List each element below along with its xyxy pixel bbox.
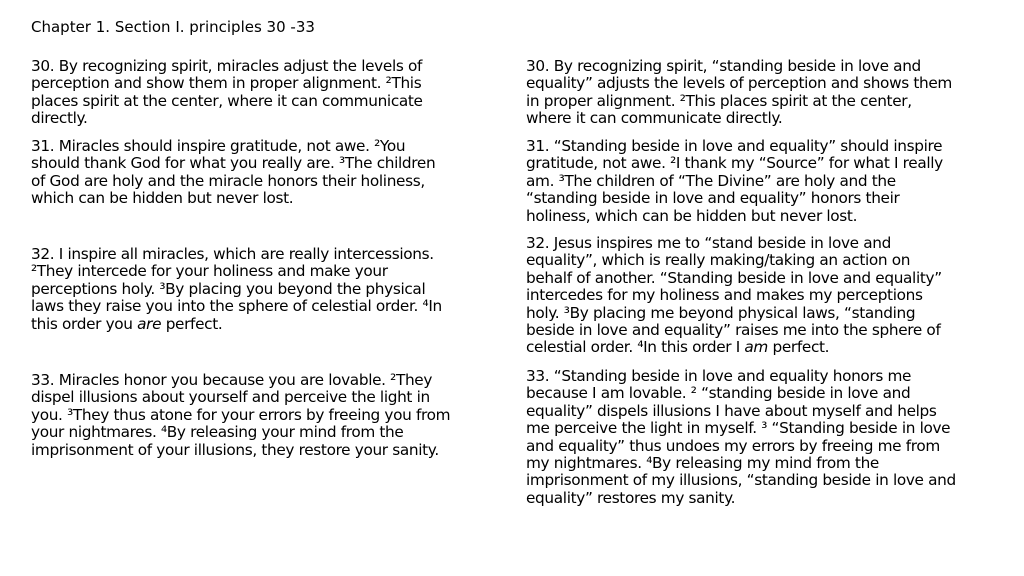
paragraph-32-original xyxy=(31,246,501,333)
text-line: directly. xyxy=(31,109,88,128)
text-line: 32. Jesus inspires me to “stand beside in love and xyxy=(526,234,891,252)
text-line: and equality” thus undoes my errors by freeing me from xyxy=(526,436,940,455)
text-line xyxy=(31,316,501,333)
text-line: equality” restores my sanity. xyxy=(526,488,736,507)
text-line: where it can communicate directly. xyxy=(526,109,783,128)
text-line: dispel illusions about yourself and perceive the light in xyxy=(31,388,430,407)
text-line: gratitude, not awe. ²I thank my “Source” for what I really xyxy=(526,154,943,173)
text-line: you. ³They thus atone for your errors by freeing you from xyxy=(31,405,451,424)
text-line: “standing beside in love and equality” honors their xyxy=(526,189,900,208)
text-line: 31. Miracles should inspire gratitude, not awe. ²You xyxy=(31,137,406,155)
text-line: perception and show them in proper alignment. ²This xyxy=(31,74,422,93)
text-line: which can be hidden but never lost. xyxy=(31,189,294,208)
text-line: holy. ³By placing me beyond physical laws, “standing xyxy=(526,303,916,322)
text-line: places spirit at the center, where it can communicate xyxy=(31,91,423,110)
text-segment: perfect. xyxy=(161,314,223,333)
text-line: behalf of another. “Standing beside in love and equality” xyxy=(526,268,942,287)
text-line: beside in love and equality” raises me into the sphere of xyxy=(526,321,941,340)
emphasis-text: are xyxy=(137,314,162,333)
paragraph-30-original xyxy=(31,58,501,128)
text-line: your nightmares. ⁴By releasing your mind from the xyxy=(31,423,404,442)
text-line: 33. “Standing beside in love and equality honors me xyxy=(526,367,912,385)
paragraph-33-original xyxy=(31,372,501,459)
text-line: 30. By recognizing spirit, “standing beside in love and xyxy=(526,57,921,75)
text-line: imprisonment of your illusions, they restore your sanity. xyxy=(31,440,439,459)
text-line: me perceive the light in myself. ³ “Standing beside in love xyxy=(526,419,951,438)
text-line: my nightmares. ⁴By releasing my mind from the xyxy=(526,454,879,473)
text-line: equality” adjusts the levels of perception and shows them xyxy=(526,74,952,93)
text-segment: this order you xyxy=(31,314,138,333)
text-line xyxy=(526,339,996,356)
text-line: 31. “Standing beside in love and equality” should inspire xyxy=(526,137,943,155)
text-line: intercedes for my holiness and makes my perceptions xyxy=(526,286,923,305)
text-line: imprisonment of my illusions, “standing beside in love and xyxy=(526,471,956,490)
text-line: in proper alignment. ²This places spirit at the center, xyxy=(526,91,912,110)
text-segment: celestial order. ⁴In this order I xyxy=(526,338,745,357)
paragraph-31-rewritten xyxy=(526,138,996,225)
text-segment: perfect. xyxy=(767,338,830,357)
text-line: ²They intercede for your holiness and make your xyxy=(31,262,388,281)
text-line: of God are holy and the miracle honors their holiness, xyxy=(31,171,425,190)
paragraph-32-rewritten xyxy=(526,235,996,357)
text-line: equality” dispels illusions I have about myself and helps xyxy=(526,401,937,420)
paragraph-30-rewritten xyxy=(526,58,996,128)
text-line: 32. I inspire all miracles, which are really intercessions. xyxy=(31,245,434,263)
text-line: 33. Miracles honor you because you are lovable. ²They xyxy=(31,371,433,389)
text-line: holiness, which can be hidden but never lost. xyxy=(526,206,858,225)
text-line: equality”, which is really making/taking an action on xyxy=(526,251,911,270)
text-line: 30. By recognizing spirit, miracles adjust the levels of xyxy=(31,57,423,75)
paragraph-33-rewritten xyxy=(526,368,996,507)
emphasis-text: am xyxy=(744,338,768,357)
slide-title: Chapter 1. Section I. principles 30 -33 xyxy=(31,18,315,36)
paragraph-31-original xyxy=(31,138,501,208)
text-line: perceptions holy. ³By placing you beyond the physical xyxy=(31,279,426,298)
text-line: should thank God for what you really are. ³The children xyxy=(31,154,436,173)
text-line: laws they raise you into the sphere of celestial order. ⁴In xyxy=(31,297,442,316)
text-line: because I am lovable. ² “standing beside in love and xyxy=(526,384,911,403)
text-line: am. ³The children of “The Divine” are holy and the xyxy=(526,171,896,190)
